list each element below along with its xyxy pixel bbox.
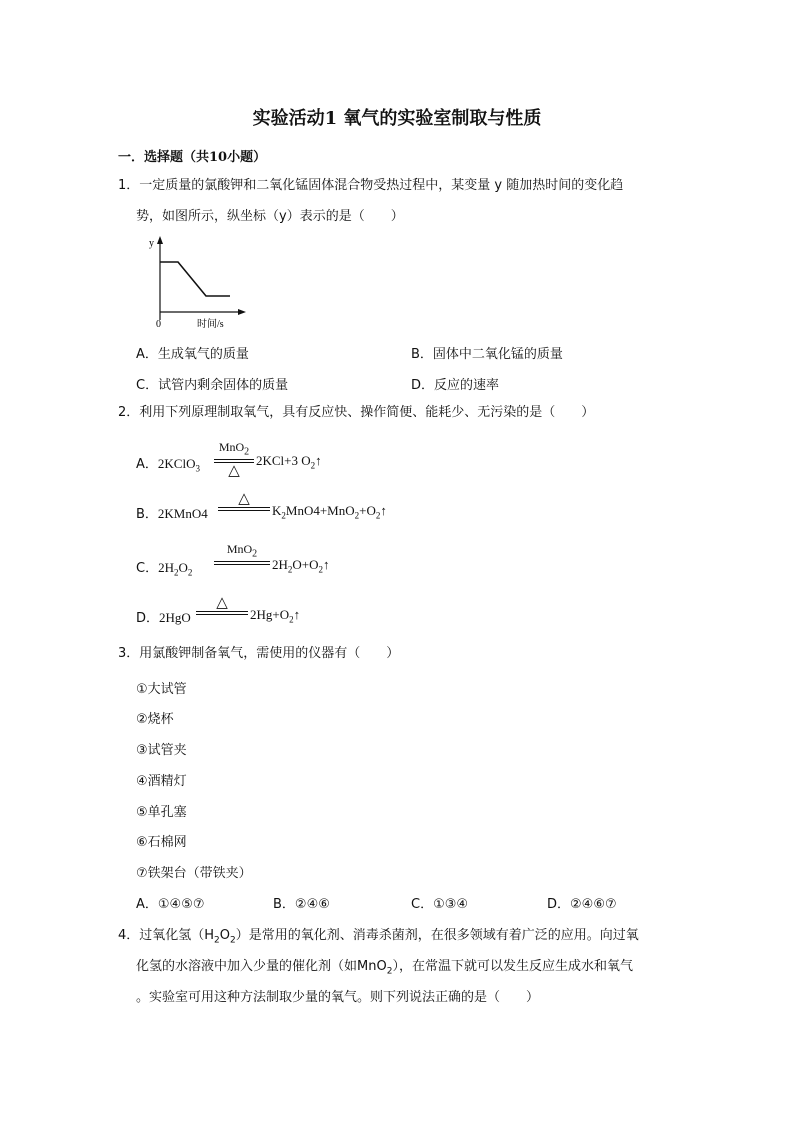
q2-stem: 2．利用下列原理制取氧气，具有反应快、操作简便、能耗少、无污染的是（ ） xyxy=(118,405,595,420)
q2-option-a[interactable]: A．2KClO$_3$ xyxy=(136,456,200,474)
page-title: 实验活动1 氧气的实验室制取与性质 xyxy=(252,108,542,129)
graph-origin-label: 0 xyxy=(156,319,161,330)
q2-b-condition: △ xyxy=(218,492,270,512)
graph-y-arrow xyxy=(157,236,163,244)
graph-x-arrow xyxy=(238,309,246,315)
q3-item: ④酒精灯 xyxy=(136,774,187,789)
q2-option-c[interactable]: C．$2H_2O_2$ xyxy=(136,560,193,578)
q3-option-a[interactable]: A．①④⑤⑦ xyxy=(136,897,205,912)
q1-option-c[interactable]: C．试管内剩余固体的质量 xyxy=(136,378,289,393)
q1-option-d[interactable]: D．反应的速率 xyxy=(411,378,500,393)
q2-a-condition: MnO$_2$ △ xyxy=(214,441,254,478)
graph-curve xyxy=(160,262,230,296)
q1-graph xyxy=(140,232,250,330)
q3-item: ⑦铁架台（带铁夹） xyxy=(136,866,252,881)
q2-d-label: D． xyxy=(136,611,160,626)
q3-option-c[interactable]: C．①③④ xyxy=(411,897,469,912)
q2-d-condition: △ xyxy=(196,596,248,616)
q1-option-b[interactable]: B．固体中二氧化锰的质量 xyxy=(411,347,563,362)
q3-option-b[interactable]: B．②④⑥ xyxy=(273,897,330,912)
q4-stem-line3: 。实验室可用这种方法制取少量的氧气。则下列说法正确的是（ ） xyxy=(136,990,540,1005)
graph-x-label: 时间/s xyxy=(197,319,224,330)
q2-a-products: 2KCl+3 $O_2↑$ xyxy=(256,453,322,471)
q2-c-label: C． xyxy=(136,561,159,576)
section-heading: 一．选择题（共10小题） xyxy=(118,150,267,165)
q2-a-label: A． xyxy=(136,457,158,472)
q3-item: ⑥石棉网 xyxy=(136,835,187,850)
q3-option-d[interactable]: D．②④⑥⑦ xyxy=(547,897,617,912)
q3-item: ⑤单孔塞 xyxy=(136,805,187,820)
q4-stem-line2: 化氢的水溶液中加入少量的催化剂（如MnO$_2$），在常温下就可以发生反应生成水和氧气 xyxy=(136,959,633,977)
q2-c-condition: MnO$_2$ xyxy=(214,543,270,566)
q3-stem: 3．用氯酸钾制备氧气，需使用的仪器有（ ） xyxy=(118,646,400,661)
q1-stem-line1: 1．一定质量的氯酸钾和二氧化锰固体混合物受热过程中，某变量 y 随加热时间的变化趋 xyxy=(118,178,624,193)
q2-d-products: $2Hg+O_2↑$ xyxy=(250,607,301,625)
q3-item: ③试管夹 xyxy=(136,743,187,758)
q1-option-a[interactable]: A．生成氧气的质量 xyxy=(136,347,249,362)
q2-c-products: $2H_2O+O_2↑$ xyxy=(272,557,330,575)
q2-b-label: B． xyxy=(136,507,158,522)
q3-item: ②烧杯 xyxy=(136,712,174,727)
q2-b-products: $K_2MnO4+MnO_2+O_2↑$ xyxy=(272,503,387,521)
q3-item: ①大试管 xyxy=(136,682,187,697)
graph-y-label: y xyxy=(149,238,154,249)
q4-stem-line1: 4．过氧化氢$(H_2O_2)$是常用的氧化剂、消毒杀菌剂，在很多领域有着广泛的应用。向过氧 xyxy=(118,928,639,946)
q1-stem-line2: 势，如图所示，纵坐标（y）表示的是（ ） xyxy=(136,209,404,224)
q2-option-b[interactable]: B．2KMnO4 xyxy=(136,506,208,522)
q2-option-d[interactable]: D．2HgO xyxy=(136,610,191,626)
